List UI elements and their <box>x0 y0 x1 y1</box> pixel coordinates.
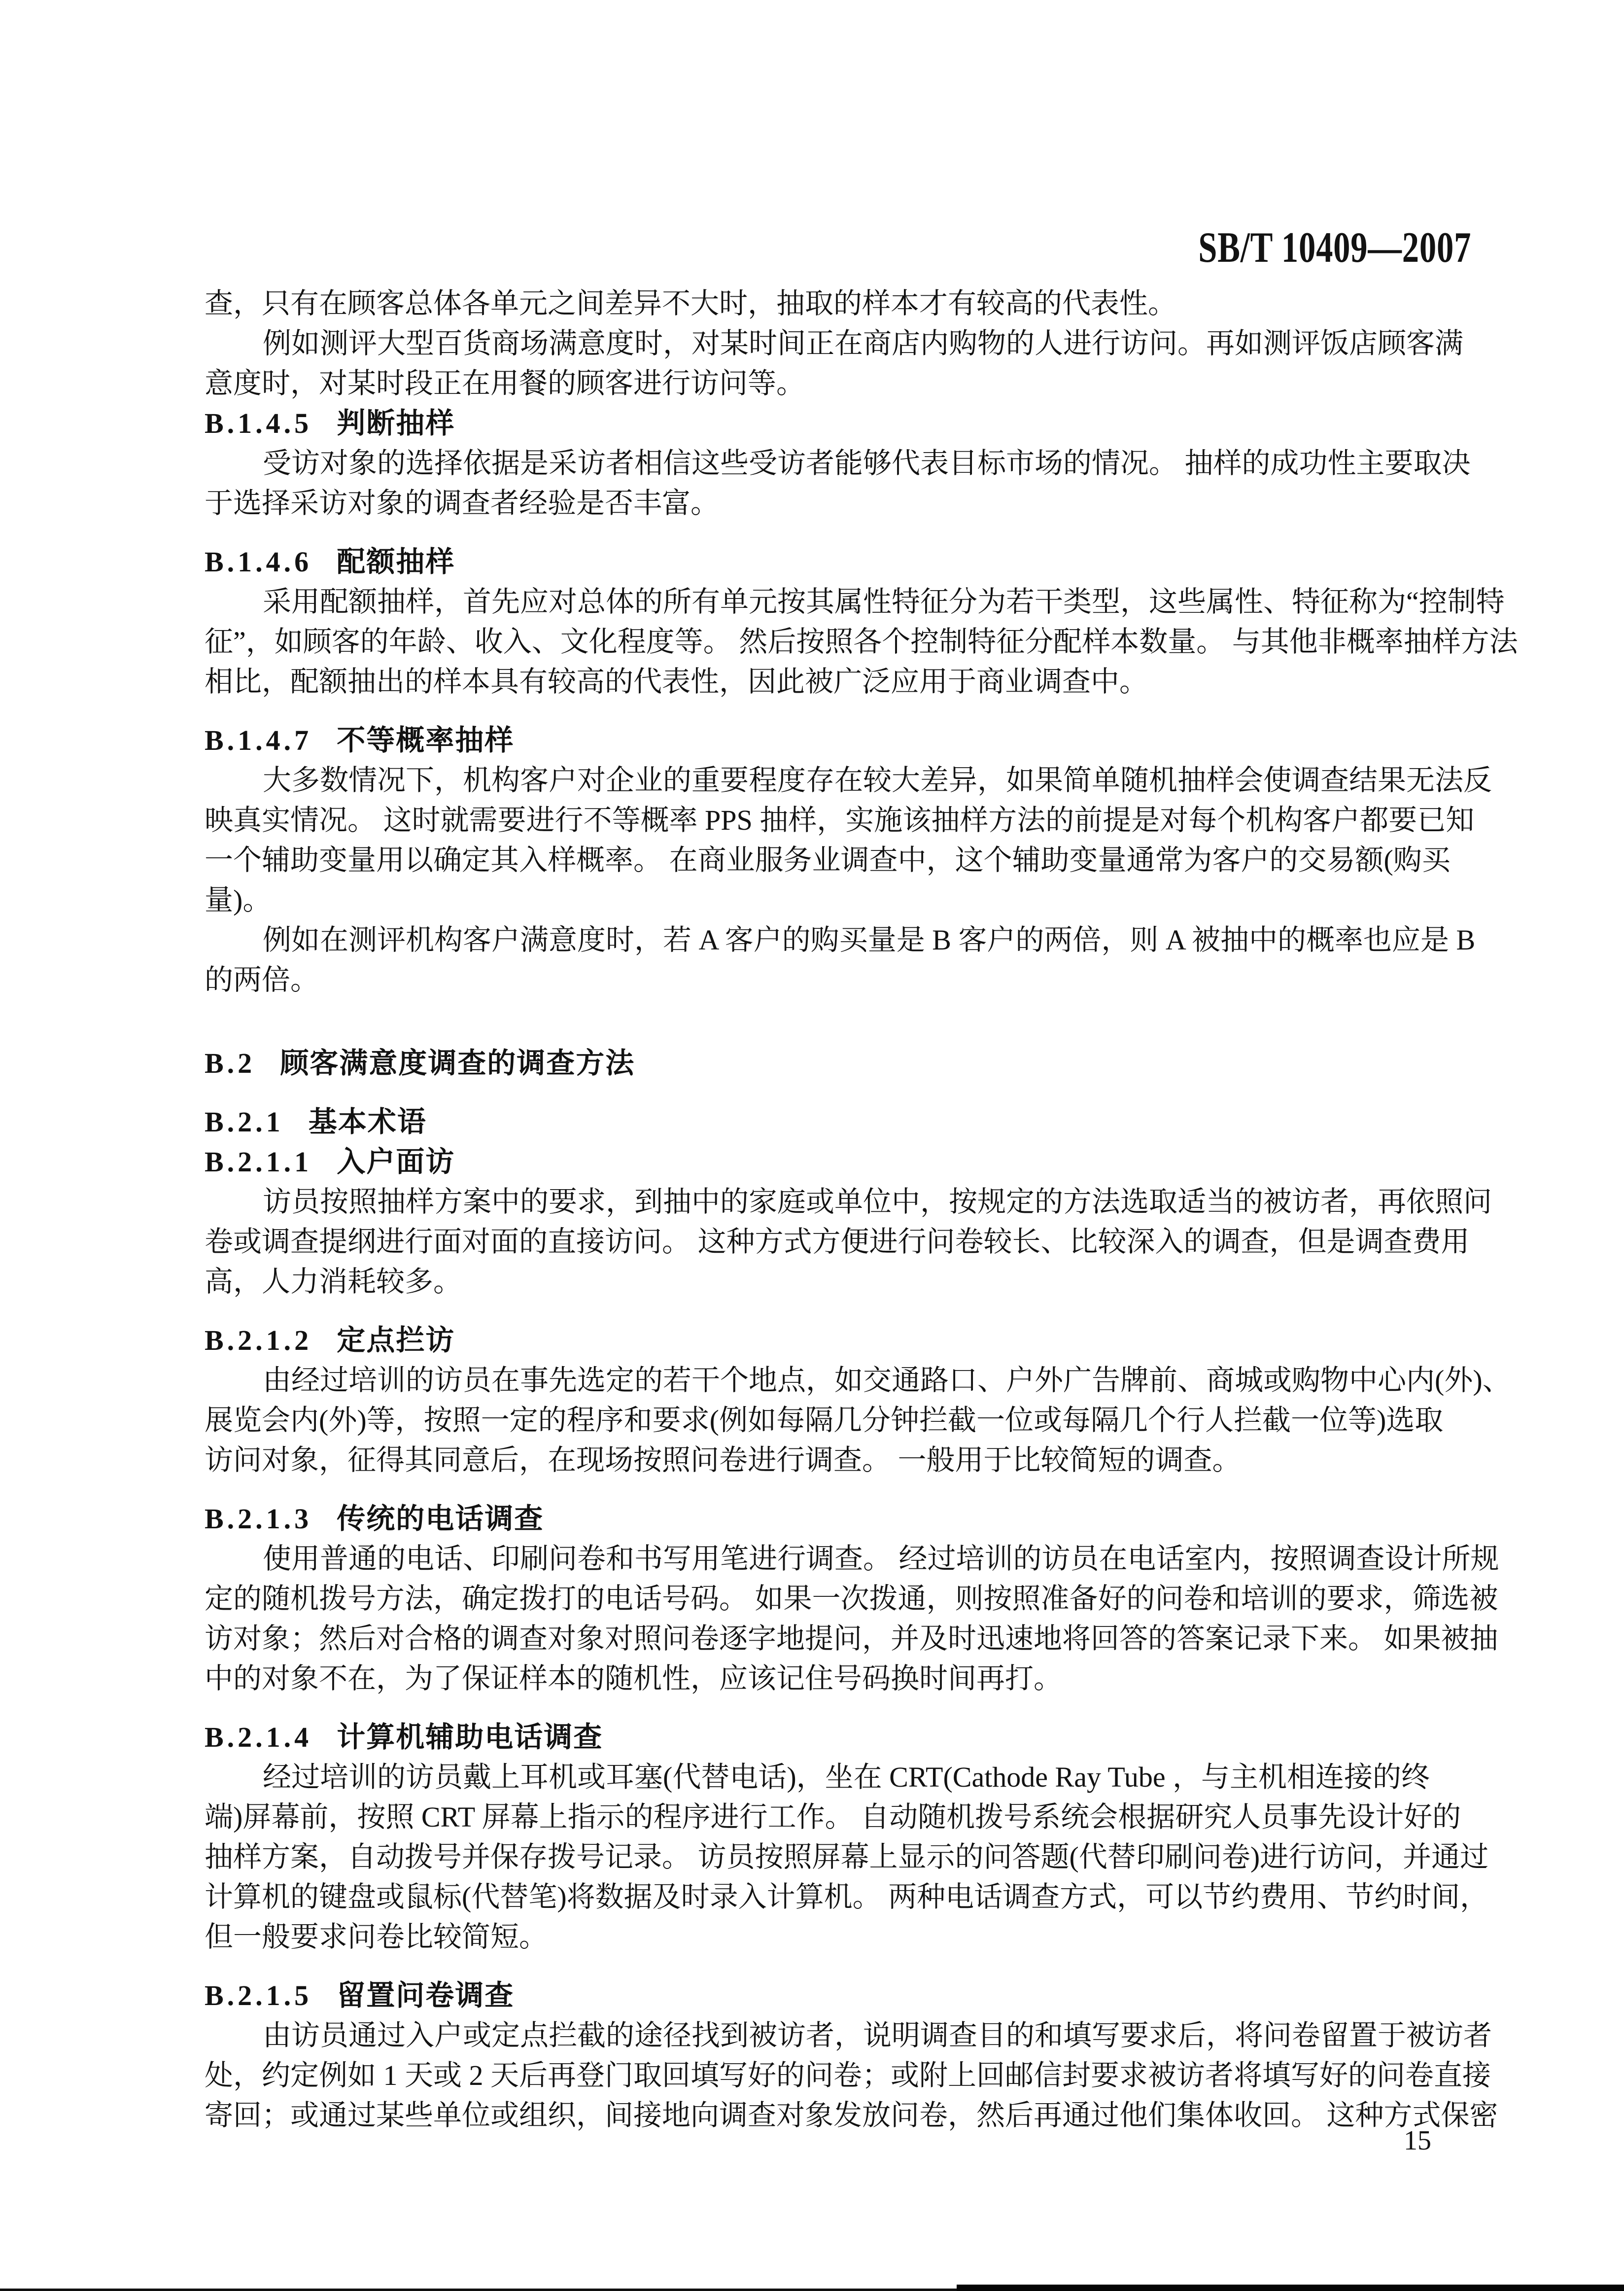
footer-scan-bar <box>957 2285 1624 2291</box>
body-line: 由经过培训的访员在事先选定的若干个地点，如交通路口、户外广告牌前、商城或购物中心内(外)、 <box>263 1364 1511 1396</box>
body-line: 抽样方案，自动拨号并保存拨号记录。 访员按照屏幕上显示的问答题(代替印刷问卷)进行访问，并通过 <box>205 1841 1489 1873</box>
body-line: 由访员通过入户或定点拦截的途径找到被访者，说明调查目的和填写要求后，将问卷留置于被访者 <box>263 2019 1492 2051</box>
body-line: 寄回；或通过某些单位或组织，间接地向调查对象发放问卷，然后再通过他们集体收回。 这种方式保密 <box>205 2099 1498 2131</box>
section-heading-B.2.1.5 <box>205 1975 1481 2015</box>
section-heading-B.1.4.7 <box>205 720 1481 760</box>
heading-title: 不等概率抽样 <box>337 724 515 756</box>
body-line: 一个辅助变量用以确定其入样概率。 在商业服务业调查中，这个辅助变量通常为客户的交易额(购买 <box>205 844 1451 876</box>
body-line: 征”，如顾客的年龄、收入、文化程度等。 然后按照各个控制特征分配样本数量。 与其他非概率抽样方法 <box>205 626 1518 658</box>
section-heading-B.1.4.5 <box>205 403 1481 443</box>
heading-title: 判断抽样 <box>337 407 455 439</box>
section-heading-B.2.1.3 <box>205 1499 1481 1539</box>
body-line: 使用普通的电话、印刷问卷和书写用笔进行调查。 经过培训的访员在电话室内，按照调查设计所规 <box>263 1543 1499 1575</box>
body-line: 经过培训的访员戴上耳机或耳塞(代替电话)，坐在 CRT(Cathode Ray Tube ，与主机相连接的终 <box>263 1761 1430 1793</box>
heading-number: B.2.1.4 <box>205 1721 312 1753</box>
heading-number: B.2.1.1 <box>205 1146 312 1178</box>
heading-title: 计算机辅助电话调查 <box>337 1721 603 1753</box>
body-line: 例如在测评机构客户满意度时，若 A 客户的购买量是 B 客户的两倍，则 A 被抽中的概率也应是 B <box>263 924 1476 956</box>
body-line: 于选择采访对象的调查者经验是否丰富。 <box>205 487 720 519</box>
body-line: 卷或调查提纲进行面对面的直接访问。 这种方式方便进行问卷较长、比较深入的调查，但是调查费用 <box>205 1226 1470 1258</box>
body-line: 访问对象，征得其同意后，在现场按照问卷进行调查。 一般用于比较简短的调查。 <box>205 1444 1241 1476</box>
section-heading-B.2.1.2 <box>205 1320 1481 1360</box>
content <box>205 283 1518 2135</box>
body-line: 访员按照抽样方案中的要求，到抽中的家庭或单位中，按规定的方法选取适当的被访者，再依照问 <box>263 1186 1492 1218</box>
body-line: 展览会内(外)等，按照一定的程序和要求(例如每隔几分钟拦截一位或每隔几个行人拦截一位等)选取 <box>205 1404 1444 1436</box>
heading-number: B.1.4.5 <box>205 407 312 439</box>
heading-number: B.2 <box>205 1047 256 1079</box>
body-line: 访对象；然后对合格的调查对象对照问卷逐字地提问，并及时迅速地将回答的答案记录下来。 如果被抽 <box>205 1622 1498 1655</box>
standard-number-header: SB/T 10409—2007 <box>1198 224 1471 272</box>
body-line: 例如测评大型百货商场满意度时，对某时间正在商店内购物的人进行访问。再如测评饭店顾客满 <box>263 327 1464 359</box>
heading-title: 配额抽样 <box>337 546 455 578</box>
body-line: 相比，配额抽出的样本具有较高的代表性，因此被广泛应用于商业调查中。 <box>205 666 1148 698</box>
body-line: 查，只有在顾客总体各单元之间差异不大时，抽取的样本才有较高的代表性。 <box>205 287 1177 319</box>
heading-title: 留置问卷调查 <box>337 1979 515 2011</box>
body-line: 映真实情况。 这时就需要进行不等概率 PPS 抽样，实施该抽样方法的前提是对每个机构客户都要已知 <box>205 804 1475 836</box>
heading-number: B.1.4.7 <box>205 724 312 756</box>
body-line: 计算机的键盘或鼠标(代替笔)将数据及时录入计算机。 两种电话调查方式，可以节约费用、节约时间， <box>205 1881 1489 1913</box>
section-heading-B.2.1.1 <box>205 1142 1481 1182</box>
heading-title: 入户面访 <box>337 1146 455 1178</box>
body-line: 意度时，对某时段正在用餐的顾客进行访问等。 <box>205 367 805 399</box>
body-line: 中的对象不在，为了保证样本的随机性，应该记住号码换时间再打。 <box>205 1662 1063 1694</box>
heading-title: 传统的电话调查 <box>337 1503 544 1535</box>
body-line: 处，约定例如 1 天或 2 天后再登门取回填写好的问卷；或附上回邮信封要求被访者将填写好的问卷直接 <box>205 2059 1491 2091</box>
section-heading-B.2 <box>205 1043 1481 1083</box>
heading-title: 基本术语 <box>308 1106 427 1138</box>
heading-title: 定点拦访 <box>337 1324 455 1356</box>
body-line: 端)屏幕前，按照 CRT 屏幕上指示的程序进行工作。 自动随机拨号系统会根据研究人员事先设计好的 <box>205 1801 1461 1833</box>
page-number: 15 <box>1404 2125 1431 2156</box>
heading-number: B.2.1 <box>205 1106 284 1138</box>
heading-title: 顾客满意度调查的调查方法 <box>280 1047 635 1079</box>
body-line: 但一般要求问卷比较简短。 <box>205 1921 548 1953</box>
section-heading-B.1.4.6 <box>205 542 1481 582</box>
section-heading-B.2.1.4 <box>205 1717 1481 1757</box>
body-line: 高，人力消耗较多。 <box>205 1266 462 1298</box>
section-heading-B.2.1 <box>205 1102 1481 1142</box>
heading-number: B.1.4.6 <box>205 546 312 578</box>
body-line: 量)。 <box>205 884 272 916</box>
body-line: 采用配额抽样，首先应对总体的所有单元按其属性特征分为若干类型，这些属性、特征称为“控制特 <box>263 586 1505 618</box>
heading-number: B.2.1.5 <box>205 1979 312 2011</box>
heading-number: B.2.1.3 <box>205 1503 312 1535</box>
body-line: 大多数情况下，机构客户对企业的重要程度存在较大差异，如果简单随机抽样会使调查结果无法反 <box>263 764 1492 796</box>
footer-rule <box>0 2289 957 2291</box>
body-line: 的两倍。 <box>205 964 319 996</box>
body-line: 受访对象的选择依据是采访者相信这些受访者能够代表目标市场的情况。 抽样的成功性主要取决 <box>263 447 1471 479</box>
body-line: 定的随机拨号方法，确定拨打的电话号码。 如果一次拨通，则按照准备好的问卷和培训的要求，筛选被 <box>205 1583 1498 1615</box>
heading-number: B.2.1.2 <box>205 1324 312 1356</box>
